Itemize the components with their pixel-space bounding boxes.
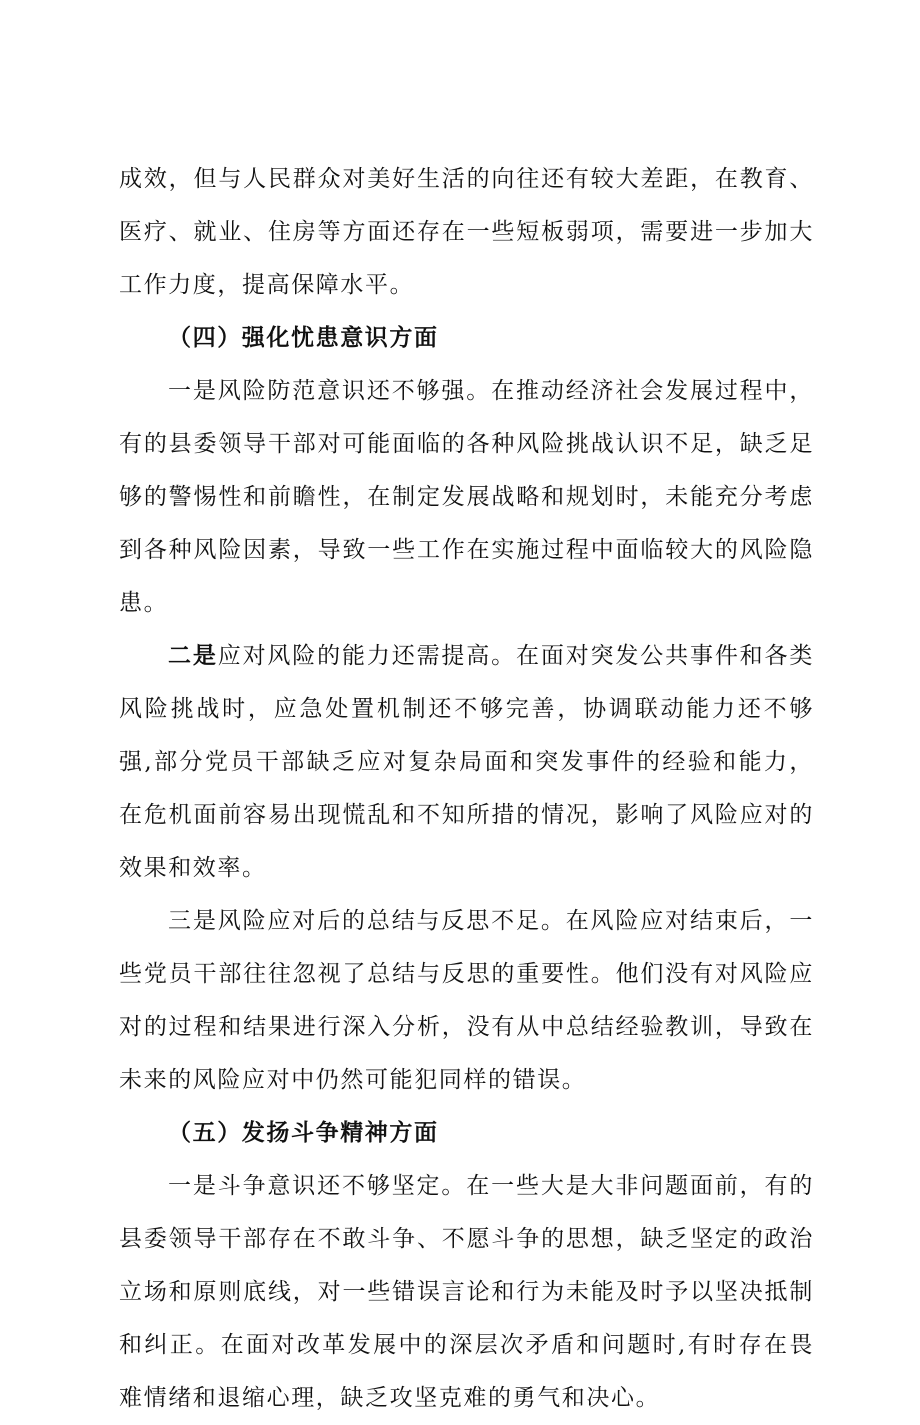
paragraph-struggle-awareness: 一是斗争意识还不够坚定。在一些大是大非问题面前，有的县委领导干部存在不敢斗争、不愿斗争的思想，缺乏坚定的政治立场和原则底线，对一些错误言论和行为未能及时予以坚决抵制和纠正。在面对改革发展中的深层次矛盾和问题时,有时存在畏难情绪和退缩心理，缺乏攻坚克难的勇气和决心。	[119, 1173, 814, 1411]
paragraph-risk-reflection: 三是风险应对后的总结与反思不足。在风险应对结束后，一些党员干部往往忽视了总结与反思的重要性。他们没有对风险应对的过程和结果进行深入分析，没有从中总结经验教训，导致在未来的风险应对中仍然可能犯同样的错误。	[119, 908, 814, 1093]
document-body	[119, 153, 814, 1425]
paragraph-continuation: 成效，但与人民群众对美好生活的向往还有较大差距，在教育、医疗、就业、住房等方面还存在一些短板弱项，需要进一步加大工作力度，提高保障水平。	[119, 166, 814, 298]
section-heading-5: （五）发扬斗争精神方面	[168, 1120, 439, 1146]
section-heading-4: （四）强化忧患意识方面	[168, 325, 439, 351]
paragraph-text: 应对风险的能力还需提高。在面对突发公共事件和各类风险挑战时，应急处置机制还不够完善，协调联动能力还不够强,部分党员干部缺乏应对复杂局面和突发事件的经验和能力，在危机面前容易出现慌乱和不知所措的情况，影响了风险应对的效果和效率。	[119, 643, 814, 881]
paragraph-risk-awareness: 一是风险防范意识还不够强。在推动经济社会发展过程中，有的县委领导干部对可能面临的各种风险挑战认识不足，缺乏足够的警惕性和前瞻性，在制定发展战略和规划时，未能充分考虑到各种风险因素，导致一些工作在实施过程中面临较大的风险隐患。	[119, 378, 814, 616]
paragraph-lead-bold: 二是	[168, 643, 218, 669]
paragraph-risk-response	[119, 630, 814, 895]
